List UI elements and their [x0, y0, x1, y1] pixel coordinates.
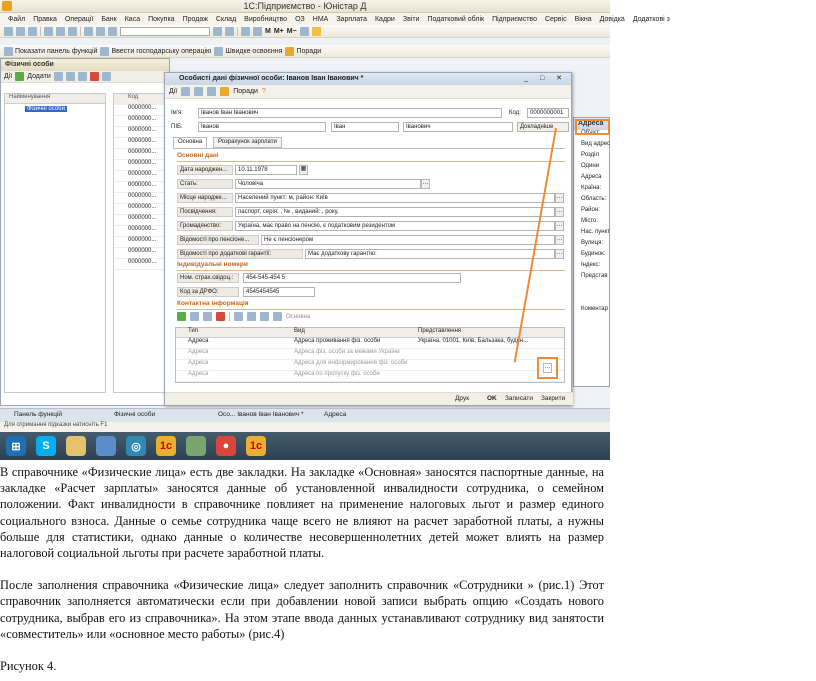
menu-item[interactable]: Склад [215, 15, 237, 23]
person-form-window [164, 72, 572, 406]
address-field-label [574, 295, 609, 306]
search-icon[interactable] [213, 27, 222, 36]
contact-kind-cell: Адреса проживання фіз. особи [294, 338, 381, 344]
col-view-header: Представлення [418, 328, 462, 334]
tab-main[interactable]: Основна [173, 137, 207, 148]
figure-caption: Рисунок 4. [0, 659, 57, 674]
tips-button[interactable]: Поради [285, 47, 321, 56]
contact-row[interactable] [176, 371, 564, 382]
memory-m-button[interactable]: M [265, 27, 271, 35]
menu-bar [0, 13, 670, 25]
contact-type-cell: Адреса [188, 371, 209, 377]
menu-item[interactable]: Продаж [182, 15, 208, 23]
tips-icon [285, 47, 294, 56]
address-field-label: Місто: [581, 218, 599, 224]
contact-main-icon[interactable] [273, 312, 282, 321]
address-field-label [574, 284, 609, 295]
menu-item[interactable]: Операції [64, 15, 94, 23]
row-icon [176, 371, 186, 381]
menu-item[interactable]: Банк [101, 15, 117, 23]
tool-icon[interactable] [186, 436, 206, 456]
code-row[interactable]: 0000000... [114, 182, 168, 193]
folder-icon[interactable] [66, 436, 86, 456]
contact-filter-icon[interactable] [260, 312, 269, 321]
row-icon [176, 338, 186, 348]
form-toolbar [165, 85, 571, 99]
code-row[interactable]: 0000000... [114, 149, 168, 160]
contact-view-cell [416, 349, 556, 359]
drfo-label: Код за ДРФО: [177, 287, 239, 297]
contact-kind-cell: Адреса для информирования фіз. особи [294, 360, 408, 366]
contact-kind-cell: Адреса по пропуску фіз. особи [294, 371, 380, 377]
guarantee-select-button[interactable]: … [555, 249, 564, 259]
menu-item[interactable]: Вікна [574, 15, 592, 23]
cut-icon[interactable] [44, 27, 53, 36]
address-field-label: Вид адрес [581, 141, 611, 147]
address-field-label: Нас. пункт [581, 229, 611, 235]
code-row[interactable]: 0000000... [114, 204, 168, 215]
details-button[interactable]: Докладніше [517, 122, 569, 132]
contact-find-icon[interactable] [234, 312, 243, 321]
address-edit-button[interactable]: … [543, 363, 552, 373]
menu-item[interactable]: Правка [33, 15, 57, 23]
paragraph-1: В справочнике «Физические лица» есть две закладки. На закладке «Основная» заносятся паспортные данные, на закладке «Расчет зарплаты» заносятся данные об установленной инвалидности сотрудника, о семейном положении. Факт инвалидности в справочнике повлияет на применение налоговых льгот и размер единого социального взноса. Данные о семье сотрудника чаще всего не влияют на расчет заработной платы, а нужны больше для статистики, однако данные о количестве несовершеннолетних детей может влиять на размер налоговой социальной льготы при расчете заработной платы. [0, 465, 604, 561]
chrome-icon[interactable]: ● [216, 436, 236, 456]
address-field-label: Представ [581, 273, 608, 279]
code-row[interactable]: 0000000... [114, 171, 168, 182]
insurance-field[interactable]: 454-545-454 5 [243, 273, 461, 283]
help-circle-icon[interactable]: ? [261, 88, 266, 95]
code-field[interactable]: 0000000001 [527, 108, 569, 118]
ids-section: Індивідуальні номери [177, 261, 248, 268]
tab-person-form[interactable]: Осо... Іванов Іван Іванович * [218, 411, 304, 418]
edit-icon[interactable] [78, 72, 87, 81]
contacts-toolbar [177, 312, 310, 321]
main-data-section: Основні дані [177, 152, 219, 159]
address-field-label: Коментар [581, 306, 608, 312]
address-field-label: Вулиця: [581, 240, 604, 246]
onec-icon[interactable]: 1c [156, 436, 176, 456]
status-bar: Для отримання підказки натисніть F1 [0, 422, 610, 432]
menu-item[interactable]: Додаткові з [632, 15, 670, 23]
menu-item[interactable]: Довідка [599, 15, 625, 23]
skype-icon[interactable]: S [36, 436, 56, 456]
first-name-field[interactable]: Іван [331, 122, 399, 132]
sex-field[interactable]: Чоловіча [235, 179, 421, 189]
address-field-label: Одини [581, 163, 600, 169]
main-toolbar [0, 25, 610, 38]
list-actions-button[interactable]: Дії [4, 73, 13, 80]
form-title: Особисті дані фізичної особи: Іванов Іван Іванович * _ □ ✕ [165, 73, 571, 85]
menu-item[interactable]: Звіти [402, 15, 420, 23]
drfo-field[interactable]: 4545454545 [243, 287, 315, 297]
birthplace-select-button[interactable]: … [555, 193, 564, 203]
persons-list-window [0, 58, 170, 406]
code-row[interactable]: 0000000... [114, 226, 168, 237]
tab-functions-panel[interactable]: Панель функцій [14, 411, 63, 418]
persons-code-list[interactable] [113, 93, 169, 393]
operation-icon [100, 47, 109, 56]
open-icon[interactable] [16, 27, 25, 36]
citizenship-select-button[interactable]: … [555, 221, 564, 231]
contact-sort-icon[interactable] [247, 312, 256, 321]
list-icon[interactable] [102, 72, 111, 81]
info-icon[interactable] [300, 27, 309, 36]
tab-address[interactable]: Адреса [324, 411, 347, 418]
paragraph-2: После заполнения справочника «Физические лица» следует заполнить справочник «Сотрудники » (рис.1) Этот справочник заполняется автоматически если при добавлении новой записи выбрать опцию «Создать нового сотрудника, выбрав его из справочника». На этом этапе ввода данных устанавливают сотруднику вид занятости «совместитель» или «основное место работы» (рис.4) [0, 578, 604, 641]
contact-row[interactable] [176, 360, 564, 371]
undo-icon[interactable] [84, 27, 93, 36]
address-field-label: Індекс: [581, 262, 601, 268]
contact-delete-icon[interactable] [216, 312, 225, 321]
add-group-icon[interactable] [54, 72, 63, 81]
code-row[interactable]: 0000000... [114, 193, 168, 204]
row-icon [176, 349, 186, 359]
contact-type-cell: Адреса [188, 338, 209, 344]
col-kind-header: Вид [294, 328, 305, 334]
copy-icon[interactable] [56, 27, 65, 36]
new-icon[interactable] [4, 27, 13, 36]
menu-item[interactable]: Кадри [374, 15, 395, 23]
code-header: Код [114, 94, 168, 105]
app-title: 1С:Підприємство - Юністар Д [243, 1, 367, 11]
id-select-button[interactable]: … [555, 207, 564, 217]
address-window [573, 117, 610, 387]
row-icon [176, 360, 186, 370]
document-icon[interactable] [96, 436, 116, 456]
middle-name-field[interactable]: Іванович [403, 122, 513, 132]
find-icon[interactable] [108, 27, 117, 36]
persons-window-title: Фізичні особи [1, 59, 169, 71]
help-icon[interactable] [225, 27, 234, 36]
quick-learn-button[interactable]: Швидке освоєння [214, 47, 282, 56]
highlight-address-title [575, 119, 610, 135]
code-row[interactable]: 0000000... [114, 237, 168, 248]
show-panel-button[interactable]: Показати панель функцій [4, 47, 97, 56]
close-button[interactable]: Закрити [541, 395, 566, 402]
globe-icon[interactable]: ◎ [126, 436, 146, 456]
persons-tree[interactable] [4, 93, 106, 393]
tree-header: Найменування [9, 94, 51, 100]
contact-type-cell: Адреса [188, 360, 209, 366]
name-label: Ім'я: [171, 110, 183, 116]
code-label: Код: [509, 110, 521, 116]
function-toolbar [0, 45, 610, 58]
sex-select-button[interactable]: … [421, 179, 430, 189]
contact-view-cell [416, 360, 556, 370]
window-tabs-bar [0, 408, 610, 422]
copy-item-icon[interactable] [66, 72, 75, 81]
list-form-icon[interactable] [194, 87, 203, 96]
calculator-icon[interactable] [253, 27, 262, 36]
contact-row[interactable] [176, 349, 564, 360]
learn-icon [214, 47, 223, 56]
contact-type-cell: Адреса [188, 349, 209, 355]
contact-add-icon[interactable] [177, 312, 186, 321]
address-field-label: Область: [581, 196, 607, 202]
delete-icon[interactable] [90, 72, 99, 81]
form-tips-button[interactable]: Поради [233, 88, 258, 95]
windows-taskbar [0, 432, 610, 460]
form-actions-button[interactable]: Дії [169, 88, 178, 95]
panel-icon [4, 47, 13, 56]
tab-persons[interactable]: Фізичні особи [114, 411, 156, 418]
tip-icon[interactable] [312, 27, 321, 36]
menu-item[interactable]: Сервіс [544, 15, 567, 23]
contact-view-cell: Україна, 01001, Київ, Бальзака, будин... [418, 338, 529, 344]
contact-kind-cell: Адреса фіз. особи за межами України [294, 349, 400, 355]
contacts-table-header [176, 328, 564, 338]
name-field[interactable]: Іванов Іван Іванович [198, 108, 502, 118]
contacts-section: Контактна інформація [177, 300, 249, 307]
menu-item[interactable]: Підприємство [492, 15, 537, 23]
print-form-icon[interactable] [207, 87, 216, 96]
enter-operation-button[interactable]: Ввести господарську операцію [100, 47, 211, 56]
code-row[interactable]: 0000000... [114, 138, 168, 149]
birth-field[interactable]: 10.11.1978 [235, 165, 297, 175]
calendar-picker-icon[interactable]: ▦ [299, 165, 308, 175]
birthplace-label: Місце народже... [177, 193, 233, 203]
list-toolbar [1, 71, 169, 83]
add-button[interactable]: Додати [27, 73, 51, 80]
menu-item[interactable]: Виробництво [244, 15, 288, 23]
contact-row[interactable] [176, 338, 564, 349]
memory-mminus-button[interactable]: M− [286, 27, 297, 35]
search-input[interactable] [120, 27, 210, 36]
birth-label: Дата народжен... [177, 165, 233, 175]
menu-item[interactable]: ОЗ [295, 15, 305, 23]
address-field-label: Об'єкт: [581, 130, 601, 136]
highlight-box [537, 357, 558, 379]
pib-label: ПІБ: [171, 124, 183, 130]
code-row[interactable]: 0000000... [114, 160, 168, 171]
ok-button[interactable]: OK [487, 395, 497, 402]
sex-label: Стать: [177, 179, 233, 189]
pension-select-button[interactable]: … [555, 235, 564, 245]
address-window-title: Адреса [574, 118, 609, 130]
insurance-label: Ном. страх.свідоц.: [177, 273, 239, 283]
menu-item[interactable]: НМА [312, 15, 329, 23]
address-fields [574, 130, 609, 317]
paste-icon[interactable] [68, 27, 77, 36]
window-controls[interactable]: _ □ ✕ [524, 75, 567, 82]
address-field-label: Район: [581, 207, 600, 213]
code-row[interactable]: 0000000... [114, 105, 168, 116]
menu-item[interactable]: Покупка [148, 15, 175, 23]
save-button[interactable]: Записати [505, 395, 534, 402]
id-field[interactable]: паспорт, серія: , № , виданий: , року, [235, 207, 555, 217]
memory-mplus-button[interactable]: M+ [273, 27, 284, 35]
calendar-icon[interactable] [241, 27, 250, 36]
save-form-icon[interactable] [181, 87, 190, 96]
code-row[interactable]: 0000000... [114, 116, 168, 127]
app-titlebar [0, 0, 610, 13]
pension-label: Відомості про пенсіоне... [177, 235, 259, 245]
guarantee-label: Відомості про додаткові гарантії: [177, 249, 303, 259]
menu-item[interactable]: Податковий облік [427, 15, 485, 23]
address-field-label: Будинок: [581, 251, 606, 257]
last-name-field[interactable]: Іванов [198, 122, 326, 132]
contact-view-cell [416, 371, 556, 381]
start-icon[interactable]: ⊞ [6, 436, 26, 456]
col-type-header: Тип [188, 328, 199, 334]
add-icon[interactable] [15, 72, 24, 81]
code-row[interactable]: 0000000... [114, 259, 168, 270]
address-field-label: Країна: [581, 185, 602, 191]
contacts-table [175, 327, 565, 383]
code-row[interactable]: 0000000... [114, 127, 168, 138]
onec-second-icon[interactable]: 1c [246, 436, 266, 456]
tips-bulb-icon[interactable] [220, 87, 229, 96]
citizenship-field[interactable]: Україна, має право на пенсію, є податковим резидентом [235, 221, 555, 231]
contact-edit-icon[interactable] [203, 312, 212, 321]
code-row[interactable]: 0000000... [114, 215, 168, 226]
menu-item[interactable]: Каса [124, 15, 141, 23]
id-label: Посвідчення: [177, 207, 233, 217]
contact-copy-icon[interactable] [190, 312, 199, 321]
menu-item[interactable]: Зарплата [336, 15, 367, 23]
print-button[interactable]: Друк [455, 395, 470, 402]
document-text [0, 464, 604, 674]
guarantee-field[interactable]: Має додаткову гарантію: [305, 249, 555, 259]
redo-icon[interactable] [96, 27, 105, 36]
save-icon[interactable] [28, 27, 37, 36]
tab-salary[interactable]: Розрахунок зарплати [213, 137, 282, 148]
tree-item-persons[interactable]: Фізичні особи [27, 106, 65, 112]
code-row[interactable]: 0000000... [114, 248, 168, 259]
citizenship-label: Громадянство: [177, 221, 233, 231]
address-field-label: Адреса [581, 174, 602, 180]
menu-item[interactable]: Файл [8, 15, 26, 23]
address-field-label: Розділ [581, 152, 599, 158]
pension-field[interactable]: Не є пенсіонером [261, 235, 555, 245]
contact-main-button[interactable]: Основна [286, 313, 311, 320]
form-bottom-bar [165, 392, 573, 405]
birthplace-field[interactable]: Населений пункт: м, район: Київ [235, 193, 555, 203]
